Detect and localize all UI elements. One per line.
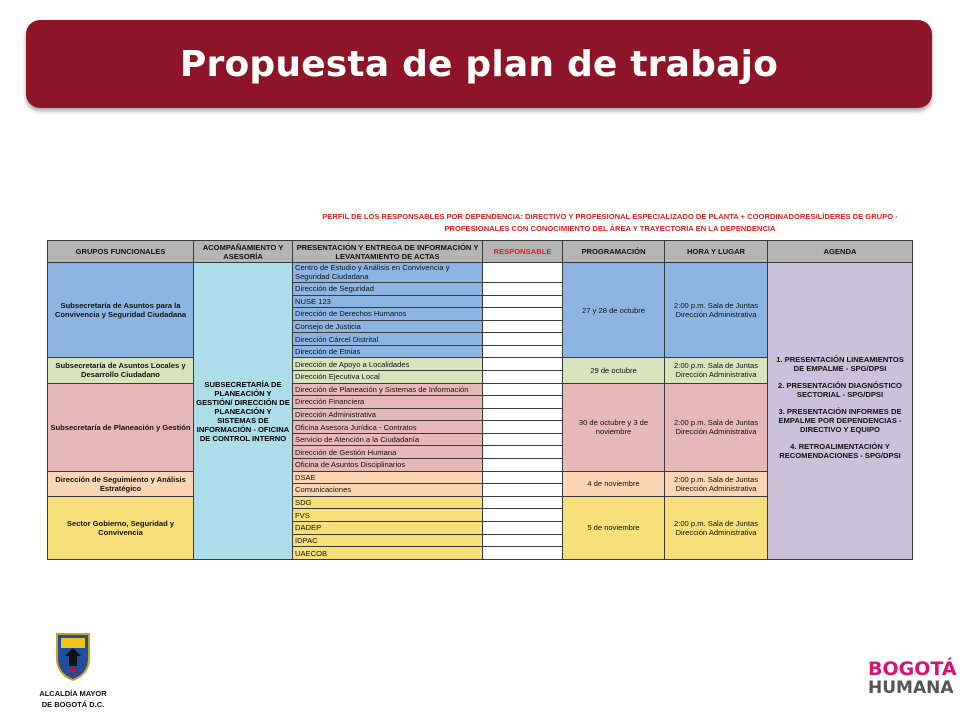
dependency-cell: NUSE 123 [293,295,483,308]
group-name: Sector Gobierno, Seguridad y Convivencia [48,496,194,559]
responsable-cell [483,383,563,396]
dependency-cell: Centro de Estudio y Análisis en Convivencia y Seguridad Ciudadana [293,263,483,283]
header-responsable: RESPONSABLE [483,241,563,263]
responsable-cell [483,484,563,497]
dependency-cell: Oficina Asesora Jurídica - Contratos [293,421,483,434]
responsable-cell [483,471,563,484]
dependency-cell: Dirección de Apoyo a Localidades [293,358,483,371]
table-body [48,263,913,560]
table-row [48,263,913,283]
dependency-cell: Dirección de Etnias [293,345,483,358]
hora-lugar-cell: 2:00 p.m. Sala de Juntas Dirección Administrativa [665,263,768,358]
dependency-cell: Dirección de Seguridad [293,282,483,295]
header-programacion: PROGRAMACIÓN [563,241,665,263]
dependency-cell: UAECOB [293,547,483,560]
header-presentacion: PRESENTACIÓN Y ENTREGA DE INFORMACIÓN Y LEVANTAMIENTO DE ACTAS [293,241,483,263]
programacion-cell: 4 de noviembre [563,471,665,496]
responsable-cell [483,320,563,333]
group-name: Subsecretaría de Asuntos para la Convivencia y Seguridad Ciudadana [48,263,194,358]
responsable-cell [483,421,563,434]
header-hora: HORA Y LUGAR [665,241,768,263]
responsable-cell [483,345,563,358]
programacion-cell: 5 de noviembre [563,496,665,559]
dependency-cell: Dirección de Derechos Humanos [293,308,483,321]
group-name: Subsecretaría de Asuntos Locales y Desarrollo Ciudadano [48,358,194,383]
responsable-cell [483,496,563,509]
header-agenda: AGENDA [768,241,913,263]
responsable-cell [483,263,563,283]
title-banner [26,20,932,108]
hora-lugar-cell: 2:00 p.m. Sala de Juntas Dirección Administrativa [665,471,768,496]
responsable-cell [483,446,563,459]
coat-of-arms-icon [53,630,93,682]
header-acompanamiento: ACOMPAÑAMIENTO Y ASESORÍA [194,241,293,263]
agenda-item: 3. PRESENTACIÓN INFORMES DE EMPALME POR DEPENDENCIAS - DIRECTIVO Y EQUIPO [778,406,902,434]
dependency-cell: SDG [293,496,483,509]
agenda-cell [768,263,913,560]
responsable-cell [483,282,563,295]
dependency-cell: Dirección Financiera [293,396,483,409]
work-plan-table [47,240,913,560]
dependency-cell: DSAE [293,471,483,484]
agenda-item: 1. PRESENTACIÓN LINEAMIENTOS DE EMPALME - SPG/DPSI [776,354,904,373]
agenda-item: 4. RETROALIMENTACIÓN Y RECOMENDACIONES - SPG/DPSI [779,441,901,460]
responsable-cell [483,459,563,472]
hora-lugar-cell: 2:00 p.m. Sala de Juntas Dirección Administrativa [665,496,768,559]
dependency-cell: Comunicaciones [293,484,483,497]
responsable-cell [483,534,563,547]
hora-lugar-cell: 2:00 p.m. Sala de Juntas Dirección Administrativa [665,383,768,471]
dependency-cell: Dirección de Planeación y Sistemas de Información [293,383,483,396]
dependency-cell: Dirección de Gestión Humana [293,446,483,459]
responsable-cell [483,308,563,321]
group-name: Dirección de Seguimiento y Análisis Estratégico [48,471,194,496]
responsable-cell [483,396,563,409]
responsable-cell [483,509,563,522]
acompanamiento-cell: SUBSECRETARÍA DE PLANEACIÓN Y GESTIÓN/ DIRECCIÓN DE PLANEACIÓN Y SISTEMAS DE INFORMACIÓN - OFICINA DE CONTROL INTERNO [194,263,293,560]
responsable-cell [483,358,563,371]
alcaldia-logo [18,630,128,709]
alcaldia-caption-line2: DE BOGOTÁ D.C. [41,700,105,709]
programacion-cell: 30 de octubre y 3 de noviembre [563,383,665,471]
bogota-logo-line2: HUMANA [868,678,954,698]
agenda-item: 2. PRESENTACIÓN DIAGNÓSTICO SECTORIAL - SPG/DPSI [778,380,902,399]
dependency-cell: Oficina de Asuntos Disciplinarios [293,459,483,472]
dependency-cell: IDPAC [293,534,483,547]
responsable-cell [483,370,563,383]
dependency-cell: DADEP [293,521,483,534]
responsable-cell [483,408,563,421]
programacion-cell: 29 de octubre [563,358,665,383]
slide-title: Propuesta de plan de trabajo [179,43,779,85]
alcaldia-caption-line1: ALCALDÍA MAYOR [39,689,107,698]
bogota-humana-logo [868,658,957,698]
header-grupos: GRUPOS FUNCIONALES [48,241,194,263]
responsable-cell [483,521,563,534]
responsable-cell [483,433,563,446]
hora-lugar-cell: 2:00 p.m. Sala de Juntas Dirección Administrativa [665,358,768,383]
dependency-cell: Servicio de Atención a la Ciudadanía [293,433,483,446]
responsable-cell [483,333,563,346]
responsable-cell [483,295,563,308]
group-name: Subsecretaría de Planeación y Gestión [48,383,194,471]
dependency-cell: Dirección Ejecutiva Local [293,370,483,383]
dependency-cell: FVS [293,509,483,522]
programacion-cell: 27 y 28 de octubre [563,263,665,358]
responsable-cell [483,547,563,560]
dependency-cell: Dirección Cárcel Distrital [293,333,483,346]
profile-note: PERFIL DE LOS RESPONSABLES POR DEPENDENCIA: DIRECTIVO Y PROFESIONAL ESPECIALIZADO DE PLANTA + COORDINADORES/LÍDERES DE GRUPO - PROFESIONALES CON CONOCIMIENTO DEL ÁREA Y TRAYECTORIA EN LA DEPENDENCIA [322,212,898,233]
dependency-cell: Dirección Administrativa [293,408,483,421]
bogota-logo-line1: BOGOTÁ [868,658,957,680]
dependency-cell: Consejo de Justicia [293,320,483,333]
